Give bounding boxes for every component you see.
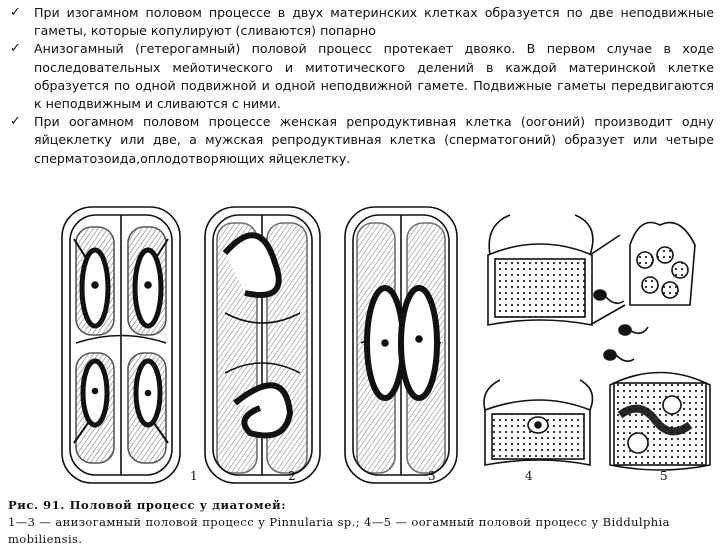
diatom-stage-1	[62, 207, 180, 483]
spermatogonia-group	[594, 223, 695, 362]
oogonium-stage-4-top	[488, 215, 625, 325]
figure-label-1: 1	[190, 469, 198, 483]
oogonium-stage-5	[610, 373, 710, 471]
bullet-list	[8, 4, 714, 168]
bullet-text: Анизогамный (гетерогамный) половой процесс протекает двояко. В первом случае в ходе последовательных мейотического и митотического делений в каждой материнской клетке образуется по одной подвижной и одной неподвижной гамете. Подвижные гаметы передвигаются к неподвижным и сливаются с ними.	[34, 41, 714, 112]
check-icon: ✓	[10, 5, 21, 20]
bullet-text: При изогамном половом процессе в двух материнских клетках образуется по две неподвижные гаметы, которые копулируют (сливаются) попарно	[34, 5, 714, 39]
figure-label-2: 2	[288, 469, 296, 483]
figure-label-4: 4	[525, 469, 533, 483]
caption-description: 1—3 — анизогамный половой процесс у Pinnularia sp.; 4—5 — оогамный половой процесс у Biddulphia mobiliensis.	[8, 515, 670, 546]
oogonium-stage-4-bottom	[484, 380, 592, 465]
caption-title: Рис. 91. Половой процесс у диатомей:	[8, 498, 287, 512]
diatom-stage-2	[205, 207, 320, 483]
diatom-figure	[40, 195, 716, 495]
figure-label-5: 5	[660, 469, 668, 483]
figure-caption	[8, 497, 714, 548]
check-icon: ✓	[10, 114, 21, 130]
bullet-item	[8, 4, 714, 40]
diatom-stage-3	[345, 207, 457, 483]
bullet-item	[8, 40, 714, 113]
check-icon: ✓	[10, 41, 21, 57]
bullet-item	[8, 113, 714, 168]
bullet-text: При оогамном половом процессе женская репродуктивная клетка (оогоний) производит одну яйцеклетку или две, а мужская репродуктивная клетка (сперматогоний) образует или четыре сперматозоида,оплодотворяющих яйцеклетку.	[34, 114, 714, 166]
figure-label-3: 3	[428, 469, 436, 483]
